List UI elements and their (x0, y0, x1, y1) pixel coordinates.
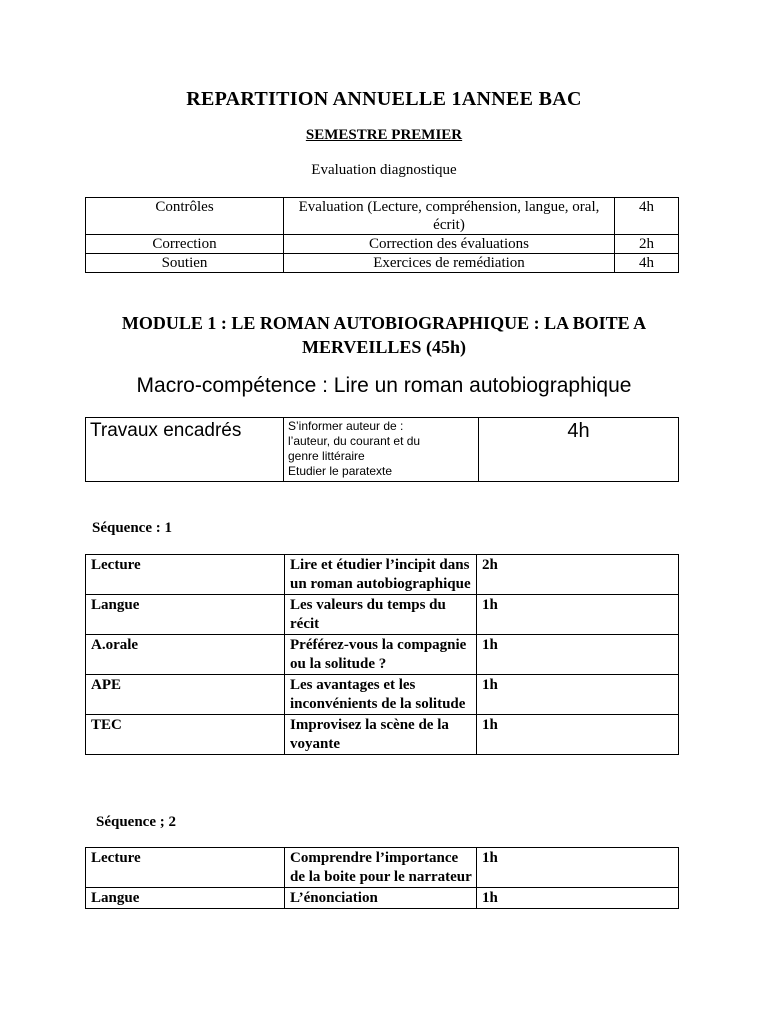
activity-cell: Correction (86, 235, 284, 254)
content-cell: Improvisez la scène de la voyante (285, 715, 477, 755)
document-title: REPARTITION ANNUELLE 1ANNEE BAC (186, 88, 582, 110)
content-cell (284, 418, 479, 482)
sequence-1-table (85, 554, 679, 755)
content-cell: Exercices de remédiation (284, 254, 615, 273)
table-row (86, 418, 679, 482)
table-row (86, 235, 679, 254)
hours-cell: 1h (477, 888, 679, 909)
activity-cell: Travaux encadrés (86, 418, 284, 482)
content-cell: Evaluation (Lecture, compréhension, langue, oral, écrit) (284, 198, 615, 235)
activity-cell: A.orale (86, 635, 285, 675)
activity-cell: Lecture (86, 555, 285, 595)
content-cell: Les valeurs du temps du récit (285, 595, 477, 635)
content-cell: Correction des évaluations (284, 235, 615, 254)
table-row (86, 635, 679, 675)
sequence-2-table (85, 847, 679, 909)
sequence-1-label: Séquence : 1 (92, 520, 172, 536)
evaluation-table (85, 197, 679, 273)
content-cell: L’énonciation (285, 888, 477, 909)
content-cell: Les avantages et les inconvénients de la solitude (285, 675, 477, 715)
activity-cell: Lecture (86, 848, 285, 888)
table-row (86, 198, 679, 235)
hours-cell: 2h (477, 555, 679, 595)
hours-cell: 1h (477, 675, 679, 715)
hours-cell: 1h (477, 848, 679, 888)
activity-cell: APE (86, 675, 285, 715)
content-line: l’auteur, du courant et du (288, 434, 421, 448)
hours-cell: 1h (477, 715, 679, 755)
table-row (86, 595, 679, 635)
content-line: S’informer auteur de : (288, 419, 404, 433)
activity-cell: Langue (86, 595, 285, 635)
hours-cell: 1h (477, 635, 679, 675)
table-row (86, 848, 679, 888)
table-row (86, 715, 679, 755)
content-cell: Préférez-vous la compagnie ou la solitude ? (285, 635, 477, 675)
hours-cell: 4h (615, 254, 679, 273)
travaux-encadres-table (85, 417, 679, 482)
activity-cell: Contrôles (86, 198, 284, 235)
hours-cell: 4h (479, 418, 679, 482)
evaluation-heading: Evaluation diagnostique (311, 162, 457, 178)
table-row (86, 555, 679, 595)
activity-cell: Soutien (86, 254, 284, 273)
module-title: MODULE 1 : LE ROMAN AUTOBIOGRAPHIQUE : LA BOITE A MERVEILLES (45h) (121, 313, 647, 357)
activity-cell: Langue (86, 888, 285, 909)
content-line: genre littéraire (288, 449, 365, 463)
content-cell: Comprendre l’importance de la boite pour le narrateur (285, 848, 477, 888)
hours-cell: 4h (615, 198, 679, 235)
semester-heading: SEMESTRE PREMIER (305, 127, 463, 143)
sequence-2-label: Séquence ; 2 (96, 814, 176, 830)
hours-cell: 2h (615, 235, 679, 254)
hours-cell: 1h (477, 595, 679, 635)
content-line: Etudier le paratexte (288, 464, 393, 478)
table-row (86, 888, 679, 909)
macro-competence: Macro-compétence : Lire un roman autobiographique (136, 374, 632, 397)
table-row (86, 675, 679, 715)
table-row (86, 254, 679, 273)
activity-cell: TEC (86, 715, 285, 755)
content-cell: Lire et étudier l’incipit dans un roman autobiographique (285, 555, 477, 595)
